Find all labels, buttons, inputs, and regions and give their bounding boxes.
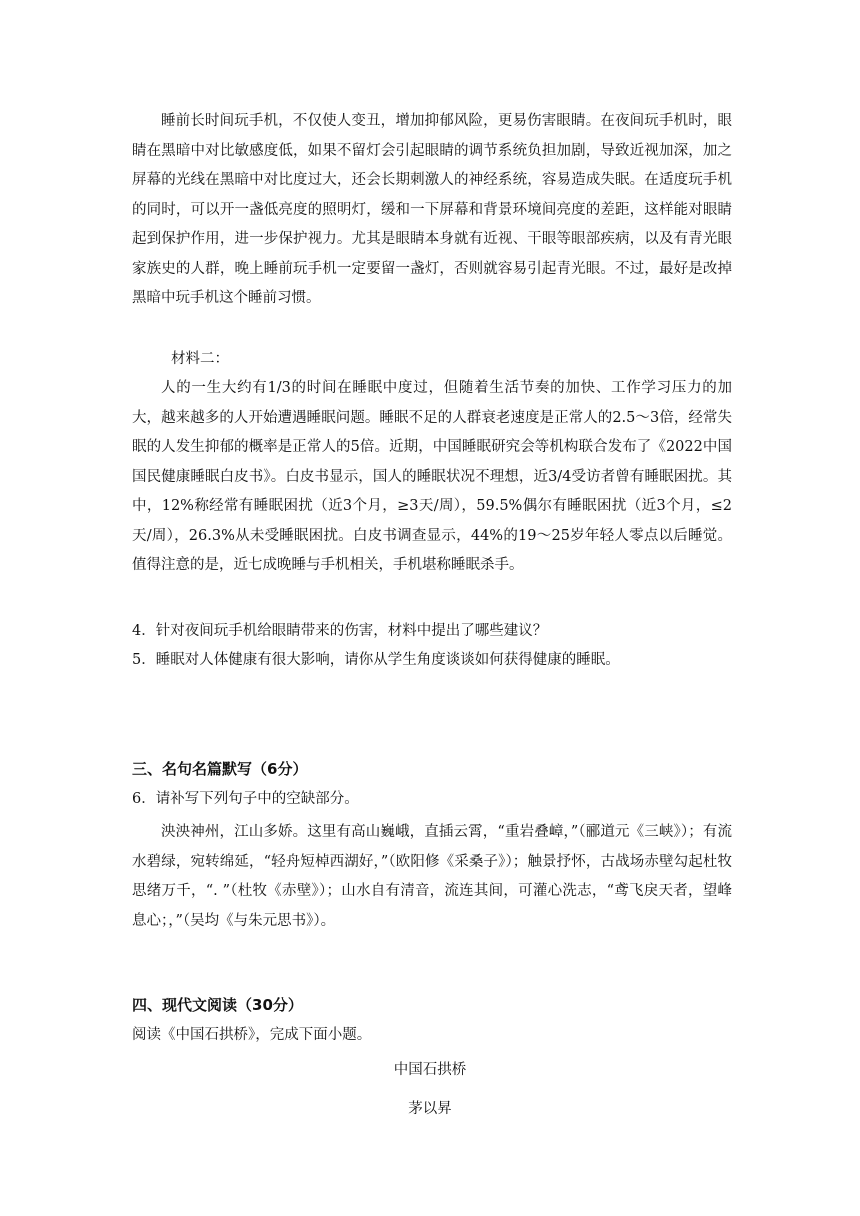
material2-paragraph: 人的一生大约有1/3的时间在睡眠中度过，但随着生活节奏的加快、工作学习压力的加大，越来越多的人开始遭遇睡眠问题。睡眠不足的人群衰老速度是正常人的2.5～3倍，经常失眠的人发生抑郁的概率是正常人的5倍。近期，中国睡眠研究会等机构联合发布了《2022中国国民健康睡眠白皮书》。白皮书显示，国人的睡眠状况不理想，近3/4受访者曾有睡眠困扰。其中，12%称经常有睡眠困扰（近3个月，≥3天/周），59.5%偶尔有睡眠困扰（近3个月，≤2天/周），26.3%从未受睡眠困扰。白皮书调查显示，44%的19～25岁年轻人零点以后睡觉。值得注意的是，近七成晚睡与手机相关，手机堪称睡眠杀手。 [132,380,732,573]
question-6: 6．请补写下列句子中的空缺部分。 [132,791,359,807]
article-author: 茅以昇 [408,1101,452,1117]
section4-instruction: 阅读《中国石拱桥》，完成下面小题。 [132,1027,372,1043]
question-4: 4．针对夜间玩手机给眼睛带来的伤害，材料中提出了哪些建议？ [132,623,548,639]
section3-heading: 三、名句名篇默写（6分） [132,760,308,778]
section3-paragraph: 泱泱神州，江山多娇。这里有高山巍峨，直插云霄，“重岩叠嶂，”（郦道元《三峡》）；有流水碧绿，宛转绵延，“轻舟短棹西湖好，”（欧阳修《采桑子》）；触景抒怀，古战场赤壁勾起杜牧思绪万千，“. ”（杜牧《赤壁》）；山水自有清音，流连其间，可灌心洗志，“鸢飞戾天者，望峰息心；，”（吴均《与朱元思书》）。 [132,824,732,929]
section4-heading: 四、现代文阅读（30分） [132,996,303,1014]
material2-label: 材料二： [171,351,229,367]
question-5: 5．睡眠对人体健康有很大影响，请你从学生角度谈谈如何获得健康的睡眠。 [132,652,620,668]
article-title: 中国石拱桥 [393,1062,467,1078]
material1-paragraph: 睡前长时间玩手机，不仅使人变丑，增加抑郁风险，更易伤害眼睛。在夜间玩手机时，眼睛在黑暗中对比敏感度低，如果不留灯会引起眼睛的调节系统负担加剧，导致近视加深，加之屏幕的光线在黑暗中对比度过大，还会长期刺激人的神经系统，容易造成失眠。在适度玩手机的同时，可以开一盏低亮度的照明灯，缓和一下屏幕和背景环境间亮度的差距，这样能对眼睛起到保护作用，进一步保护视力。尤其是眼睛本身就有近视、干眼等眼部疾病，以及有青光眼家族史的人群，晚上睡前玩手机一定要留一盏灯，否则就容易引起青光眼。不过，最好是改掉黑暗中玩手机这个睡前习惯。 [132,113,732,306]
